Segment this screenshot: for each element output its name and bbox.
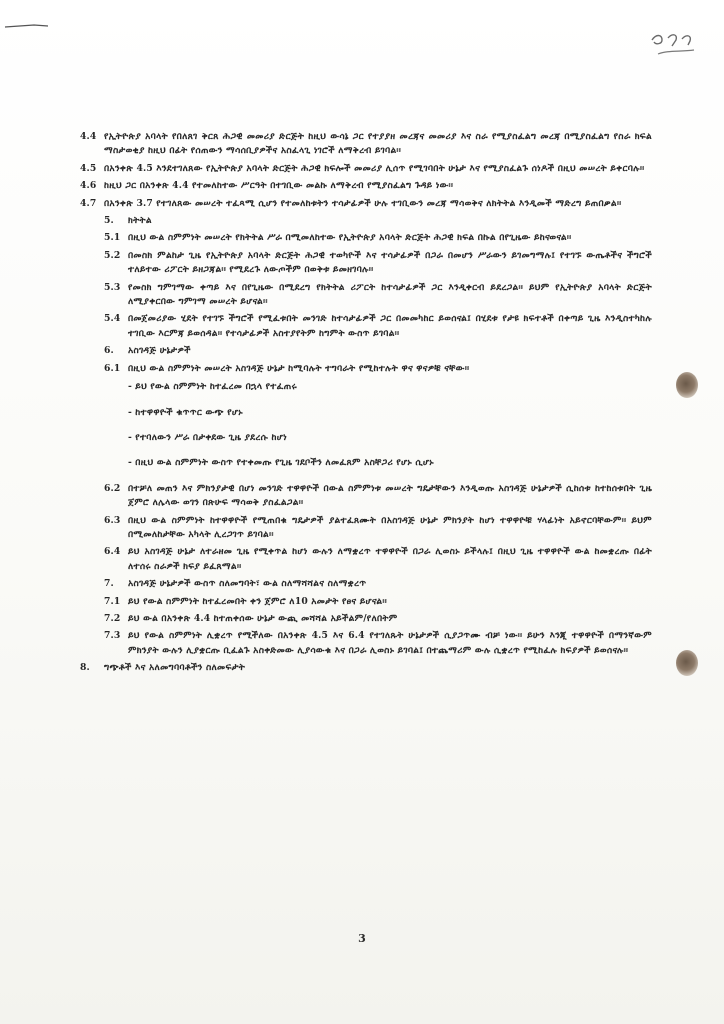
section-number: 5. [104,215,114,227]
clause-text: በዚህ ውል ስምምነት ከተዋዋዮች የሚጠበቁ ግዴታዎች ያልተፈጸሙት በአስገዳጅ ሁኔታ ምክንያት ከሆነ ተዋዋዮቹ ሃላፊነት አይኖርባቸውም፡፡ ይህም በሚመለከታቸው አካላት ሊረጋገጥ ይገባል፡፡ [128,514,652,540]
clause-number: 4.5 [80,162,97,174]
clause-7-2 [104,612,652,626]
clause-number: 5.4 [104,313,121,325]
section-7-heading [104,577,652,591]
clause-text: ይህ ውል በአንቀጽ 4.4 ከተጠቀሰው ሁኔታ ውጪ መሻሻል አይችልም/የለበትም [128,612,398,624]
document-body [80,130,652,679]
clause-text: ይህ አስገዳጅ ሁኔታ ለተራዘመ ጊዜ የሚቀጥል ከሆነ ውሉን ለማቋረጥ ተዋዋዮች በጋራ ሊወስኑ ይችላሉ፤ በዚህ ጊዜ ተዋዋዮች ውል ከመቋረጡ በፊት ለተሰሩ ስራዎች ክፍያ ይፈጸማል፡፡ [128,546,652,572]
section-number: 8. [80,662,90,674]
section-title: አስገዳጅ ሁኔታዎች ውስጥ ስለመግባት፣ ውል ስለማሻሻልና ስለማቋረጥ [128,578,367,590]
clause-4-7 [80,197,652,211]
clause-text: በአንቀጽ 4.5 እንደተገለጸው የኢትዮጵያ አባላት ድርጅት ሕጋዊ ክፍሎች መመሪያ ሊሰጥ የሚገባበት ሁኔታ እና የሚያስፈልጉ ሰነዶች በዚህ መሠረት ይቀርባሉ፡፡ [104,162,645,174]
section-title: ግጭቶች እና አለመግባባቶችን ስለመፍታት [104,662,246,674]
section-title: ክትትል [128,215,152,227]
clause-number: 5.2 [104,249,121,261]
clause-text: ከዚህ ጋር በአንቀጽ 4.4 የተመለከተው ሥርዓት በተገቢው መልኩ ለማቅረብ የሚያስፈልግ ጉዳይ ነው፡፡ [104,180,454,192]
clause-7-1 [104,595,652,609]
list-item: - በዚህ ውል ስምምነት ውስጥ የተቀመጡ የጊዜ ገደቦችን ለመፈጸም አስቸጋሪ የሆኑ ሲሆኑ [128,457,434,469]
clause-6-3 [104,514,652,543]
clause-6-1 [104,362,652,376]
clause-4-5 [80,162,652,176]
clause-number: 4.6 [80,180,97,192]
section-5-heading [104,214,652,228]
section-8-heading [80,661,652,675]
clause-7-3 [104,629,652,658]
clause-number: 4.4 [80,131,97,142]
list-item: - ከተዋዋዮች ቁጥጥር ውጭ የሆኑ [128,406,243,418]
clause-text: በዚህ ውል ስምምነት መሠረት አስገዳጅ ሁኔታ ከሚባሉት ተግባራት የሚከተሉት ዋና ዋናዎቹ ናቸው፡፡ [128,362,470,374]
list-item: - ይህ የውል ስምምነት ከተፈረመ በኋላ የተፈጠሩ [128,381,297,393]
clause-text: በአንቀጽ 3.7 የተገለጸው መሠረት ተፈጻሚ ሲሆን የተመለከቱትን ተሳታፊዎች ሁሉ ተገቢውን መረጃ ማሳወቅና ለክትትል እንዲመች ማድረግ ይጠበቃል፡፡ [104,197,622,209]
clause-text: ይህ የውል ስምምነት ከተፈረመበት ቀን ጀምሮ ለ10 አመታት የፀና ይሆናል፡፡ [128,595,387,607]
section-title: አስገዳጅ ሁኔታዎች [128,345,191,357]
page-number: 3 [358,932,366,945]
section-number: 7. [104,578,114,590]
clause-text: ይህ የውል ስምምነት ሊቋረጥ የሚችለው በአንቀጽ 4.5 እና 6.4 የተገለጹት ሁኔታዎች ሲያጋጥሙ ብቻ ነው፡፡ ይሁን እንጂ ተዋዋዮች በማንኛውም ምክንያት ውሉን ሊያቋርጡ ቢፈልጉ አስቀድመው ሊያሳውቁ እና በጋራ ሊወስኑ ይገባል፤ በተጨማሪም ውሉ ሲቋረጥ የሚከፈሉ ክፍያዎች ይወሰናሉ፡፡ [128,630,652,656]
clause-text: በዚህ ውል ስምምነት መሠረት የክትትል ሥራ በሚመለከተው የኢትዮጵያ አባላት ድርጅት ሕጋዊ ክፍል በኩል በየጊዜው ይከናወናል፡፡ [128,232,572,244]
clause-5-3 [104,281,652,310]
section-6-heading [104,344,652,358]
clause-number: 6.1 [104,362,121,374]
bullet-list [128,380,652,471]
clause-number: 6.4 [104,546,121,558]
punch-hole [676,650,698,676]
clause-4-6 [80,179,652,193]
clause-5-4 [104,312,652,341]
clause-number: 6.3 [104,514,121,526]
corner-ink-mark [4,22,50,30]
clause-6-4 [104,545,652,574]
clause-text: የመስክ ግምገማው ቀጣይ እና በየጊዜው በሚደረግ የክትትል ሪፖርት ከተሳታፊዎች ጋር እንዲቀርብ ይደረጋል፡፡ ይህም የኢትዮጵያ አባላት ድርጅት ለሚያቀርበው ግምገማ መሠረት ይሆናል፡፡ [128,281,652,308]
punch-hole [676,372,698,398]
list-item: - የተባለውን ሥራ በታቀደው ጊዜ ያደረሱ ከሆነ [128,431,287,443]
clause-text: በመስክ ምልከታ ጊዜ የኢትዮጵያ አባላት ድርጅት ሕጋዊ ተወካዮች እና ተሳታፊዎች በጋራ በመሆን ሥራውን ይገመግማሉ፤ የተገኙ ውጤቶችና ችግሮች ተለይተው ሪፖርት ይዘጋጃል፡፡ የሚደረጉ ለውጦችም በወቅቱ ይመዘገባሉ፡፡ [128,249,652,276]
handwritten-scribble-mark [648,30,704,60]
clause-text: በመጀመሪያው ሂደት የተገኙ ችግሮች የሚፈቱበት መንገድ ከተሳታፊዎች ጋር በመመካከር ይወሰናል፤ በሂደቱ የታዩ ክፍተቶች በቀጣይ ጊዜ እንዲስተካከሉ ተገቢው እርምጃ ይወሰዳል፡፡ የተሳታፊዎች አስተያየትም ከግምት ውስጥ ይገባል፡፡ [128,313,652,339]
clause-number: 5.3 [104,281,121,293]
clause-number: 4.7 [80,197,97,209]
clause-5-2 [104,249,652,278]
clause-number: 7.1 [104,595,121,607]
clause-number: 7.3 [104,630,121,642]
clause-4-4 [80,130,652,159]
clause-number: 5.1 [104,232,121,244]
section-number: 6. [104,345,114,357]
clause-text: የኢትዮጵያ አባላት የበለጸገ ቅርጸ ሕጋዊ መመሪያ ድርጅት ከዚህ ውሳኔ ጋር የተያያዘ መረጃና መመሪያ እና ስራ የሚያስፈልግ መረጃ በሚያስፈልግ የስራ ክፍል ማስታወቂያ ከዚህ በፊት የሰጠውን ማሳሰቢያዎችና አስፈላጊ ነገሮች ለማቅረብ ይገባል፡፡ [104,131,652,157]
clause-number: 6.2 [104,482,121,494]
clause-text: በተቻለ መጠን እና ምክንያታዊ በሆነ መንገድ ተዋዋዮች በውል ስምምነቱ መሠረት ግዴታቸውን እንዲወጡ አስገዳጅ ሁኔታዎች ሲከሰቱ ከተከሰቱበት ጊዜ ጀምሮ ለሌላው ወገን በጽሁፍ ማሳወቅ ያስፈልጋል፡፡ [128,482,652,509]
clause-5-1 [104,231,652,245]
clause-number: 7.2 [104,612,121,624]
clause-6-2 [104,482,652,511]
